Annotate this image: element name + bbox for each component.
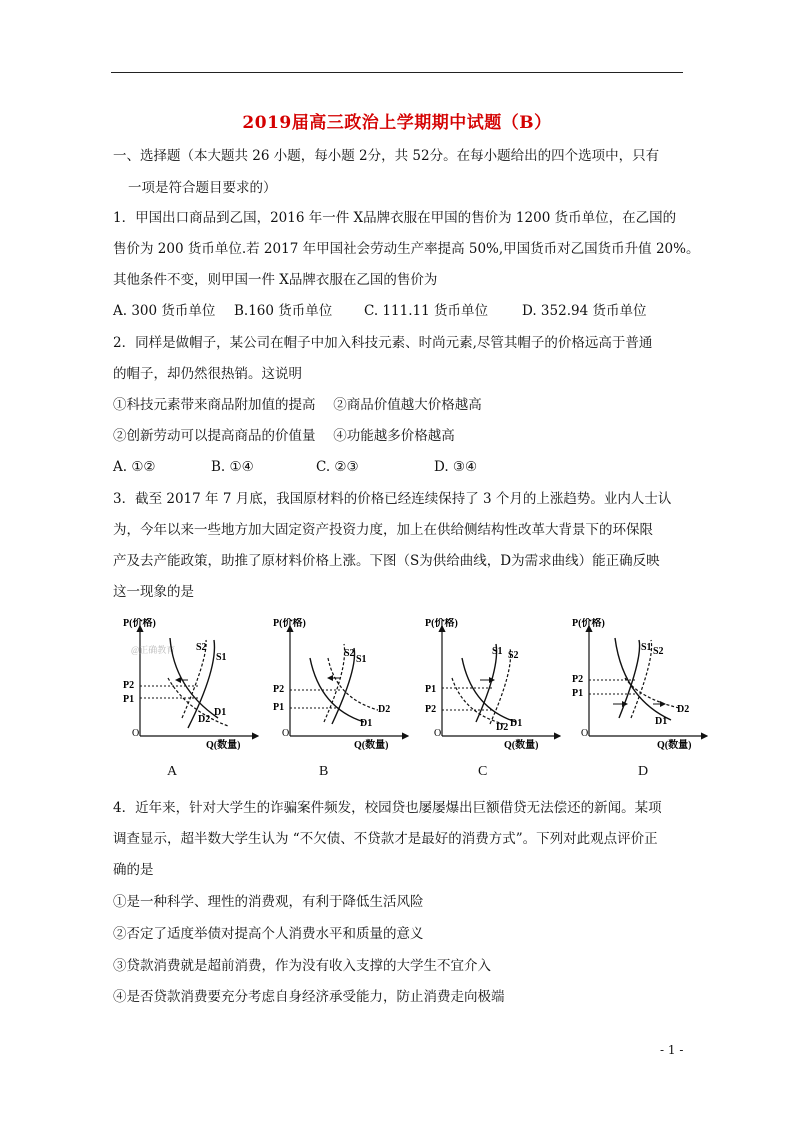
q1-option-d[interactable]: D. 352.94 货币单位 [522,303,647,319]
x-axis-label: Q(数量) [657,740,692,750]
page-number: - 1 - [660,1043,684,1057]
section-instructions-cont: 一项是符合题目要求的） [128,180,277,196]
q3-graph-d [567,618,717,750]
q3-text-line4: 这一现象的是 [113,584,194,600]
q3-graph-a [118,618,268,750]
q4-text-line1: 4．近年来，针对大学生的诈骗案件频发，校园贷也屡屡爆出巨额借贷无法偿还的新闻。某项 [113,800,662,816]
d1-label: D1 [214,707,227,718]
q4-statement-1: ①是一种科学、理性的消费观，有利于降低生活风险 [113,894,424,910]
s2-label: S2 [508,650,519,661]
q1-option-c[interactable]: C. 111.11 货币单位 [364,303,488,319]
q3-text-line1: 3．截至 2017 年 7 月底，我国原材料的价格已经连续保持了 3 个月的上涨趋势。业内人士认 [113,491,672,507]
p2-label: P2 [572,674,584,685]
q3-text-line2: 为，今年以来一些地方加大固定资产投资力度，加上在供给侧结构性改革大背景下的环保限 [113,522,653,538]
origin-label: O [434,728,442,739]
watermark: @正确教育 [131,645,176,655]
q3-graph-c-label[interactable]: C [478,764,488,779]
q2-option-c[interactable]: C. ②③ [316,459,359,475]
d2-label: D2 [677,704,690,715]
s2-label: S2 [344,648,355,659]
p2-label: P2 [425,704,437,715]
p1-label: P1 [425,684,437,695]
x-axis-label: Q(数量) [504,740,539,750]
p1-label: P1 [123,694,135,705]
q1-option-b[interactable]: B.160 货币单位 [234,303,333,319]
q1-text-line2: 售价为 200 货币单位.若 2017 年甲国社会劳动生产率提高 50%,甲国货币对乙国货币升值 20%。 [113,241,700,257]
q3-text-line3: 产及去产能政策，助推了原材料价格上涨。下图（S为供给曲线，D为需求曲线）能正确反映 [113,553,660,569]
section-instructions: 一、选择题（本大题共 26 小题，每小题 2分，共 52分。在每小题给出的四个选项中，只有 [113,148,660,164]
y-axis-label: P(价格) [273,618,306,629]
q2-text-line1: 2．同样是做帽子，某公司在帽子中加入科技元素、时尚元素,尽管其帽子的价格远高于普通 [113,335,653,351]
origin-label: O [581,728,589,739]
d1-label: D1 [360,718,373,729]
d2-label: D2 [198,714,211,725]
q2-text-line2: 的帽子，却仍然很热销。这说明 [113,366,302,382]
d2-label: D2 [378,704,391,715]
p1-label: P1 [572,688,584,699]
q3-graph-a-label[interactable]: A [167,764,178,779]
header-rule [111,72,683,73]
q1-option-a[interactable]: A. 300 货币单位 [113,303,216,319]
x-axis-label: Q(数量) [354,740,389,750]
s1-label: S1 [356,654,367,665]
q2-option-a[interactable]: A. ①② [113,459,156,475]
q1-text-line1: 1．甲国出口商品到乙国，2016 年一件 X品牌衣服在甲国的售价为 1200 货币单位，在乙国的 [113,210,677,226]
d2-label: D2 [496,722,509,733]
q1-text-line3: 其他条件不变，则甲国一件 X品牌衣服在乙国的售价为 [113,272,438,288]
q2-statement-1-2: ①科技元素带来商品附加值的提高 ②商品价值越大价格越高 [113,397,482,413]
y-axis-label: P(价格) [123,618,156,629]
q3-graph-c [420,618,570,750]
q3-graph-b-label[interactable]: B [319,764,329,779]
q4-text-line3: 确的是 [113,862,154,878]
s2-label: S2 [196,642,207,653]
q4-statement-2: ②否定了适度举债对提高个人消费水平和质量的意义 [113,926,424,942]
y-axis-label: P(价格) [425,618,458,629]
q4-text-line2: 调查显示，超半数大学生认为 “不欠债、不贷款才是最好的消费方式”。下列对此观点评价正 [113,831,658,847]
q4-statement-4: ④是否贷款消费要充分考虑自身经济承受能力，防止消费走向极端 [113,989,505,1005]
s1-label: S1 [216,652,227,663]
p1-label: P1 [273,702,285,713]
q2-option-d[interactable]: D. ③④ [434,459,478,475]
y-axis-label: P(价格) [572,618,605,629]
x-axis-label: Q(数量) [206,740,241,750]
q3-graph-b [268,618,418,750]
q4-statement-3: ③贷款消费就是超前消费，作为没有收入支撑的大学生不宜介入 [113,958,491,974]
origin-label: O [282,728,290,739]
s1-label: S1 [492,646,503,657]
p2-label: P2 [123,680,135,691]
s1-label: S1 [641,642,652,653]
s2-label: S2 [653,646,664,657]
page-title: 2019届高三政治上学期期中试题（B） [242,113,552,133]
origin-label: O [132,728,140,739]
d1-label: D1 [655,716,668,727]
q2-statement-3-4: ②创新劳动可以提高商品的价值量 ④功能越多价格越高 [113,428,455,444]
q3-graph-d-label[interactable]: D [638,764,649,779]
q2-option-b[interactable]: B. ①④ [211,459,254,475]
d1-label: D1 [510,718,523,729]
p2-label: P2 [273,684,285,695]
